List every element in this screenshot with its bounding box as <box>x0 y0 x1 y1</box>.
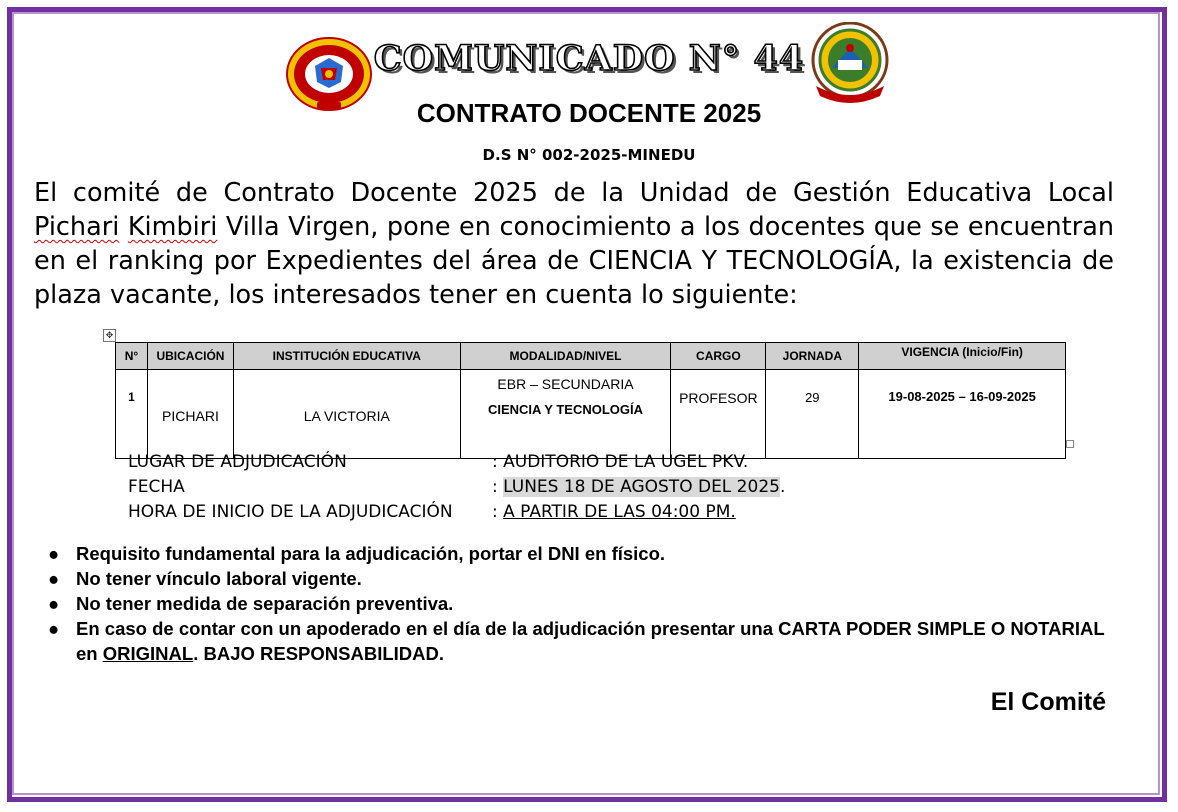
hora-time: A PARTIR DE LAS 04:00 PM. <box>503 502 736 522</box>
table-resize-handle[interactable] <box>1066 440 1074 448</box>
cell-cargo: PROFESOR <box>671 370 766 459</box>
cell-jornada: 29 <box>766 370 859 459</box>
fecha-date: LUNES 18 DE AGOSTO DEL 2025 <box>503 477 780 497</box>
table-row <box>116 370 1066 459</box>
list-item <box>46 566 1116 591</box>
fecha-colon: : <box>492 477 504 497</box>
requirement-text: No tener vínculo laboral vigente. <box>76 568 362 589</box>
col-header-jornada: JORNADA <box>766 343 859 370</box>
area-text: CIENCIA Y TECNOLOGÍA <box>487 402 644 417</box>
cell-modalidad <box>460 370 671 459</box>
col-header-vigencia: VIGENCIA (Inicio/Fin) <box>859 343 1066 370</box>
decree-reference: D.S N° 002-2025-MINEDU <box>482 146 696 164</box>
col-header-modalidad: MODALIDAD/NIVEL <box>460 343 671 370</box>
table-move-handle-icon[interactable]: ✥ <box>103 329 116 342</box>
col-header-institucion: INSTITUCIÓN EDUCATIVA <box>233 343 460 370</box>
fecha-end: . <box>779 477 786 497</box>
list-item <box>46 616 1116 666</box>
hora-colon: : <box>492 502 504 522</box>
lugar-label: LUGAR DE ADJUDICACIÓN <box>128 452 347 472</box>
bullet-icon: ● <box>48 618 60 639</box>
cell-ubicacion: PICHARI <box>147 370 233 459</box>
cell-institucion: LA VICTORIA <box>233 370 460 459</box>
cell-vigencia: 19-08-2025 – 16-09-2025 <box>859 370 1066 459</box>
intro-text <box>119 212 128 242</box>
col-header-ubicacion: UBICACIÓN <box>147 343 233 370</box>
col-header-n: N° <box>116 343 148 370</box>
vacancy-table <box>115 342 1066 459</box>
fecha-label: FECHA <box>128 477 185 497</box>
requirement-emphasis: ORIGINAL <box>102 643 194 664</box>
list-item <box>46 591 1116 616</box>
requirements-list <box>46 541 1116 666</box>
col-header-cargo: CARGO <box>671 343 766 370</box>
bullet-icon: ● <box>48 543 60 564</box>
cell-n: 1 <box>116 370 148 459</box>
requirement-text: Requisito fundamental para la adjudicación, portar el DNI en físico. <box>76 543 666 564</box>
adj-row-hora <box>128 502 888 527</box>
spellcheck-word: Kimbiri <box>127 212 218 242</box>
requirement-text: No tener medida de separación preventiva. <box>76 593 454 614</box>
table-header-row <box>116 343 1066 370</box>
intro-text: Villa Virgen, pone en conocimiento a los docentes que se encuentran en el ranking por Expedientes del área de CIENCIA Y TECNOLOGÍA, la existencia de plaza vacante, los interesados tener en cuenta lo siguiente: <box>34 212 1114 310</box>
hora-label: HORA DE INICIO DE LA ADJUDICACIÓN <box>128 502 453 522</box>
modalidad-text: EBR – SECUNDARIA <box>497 376 634 392</box>
intro-text: El comité de Contrato Docente 2025 de la Unidad de Gestión Educativa Local <box>34 178 1114 208</box>
bullet-icon: ● <box>48 593 60 614</box>
spellcheck-word: Pichari <box>34 212 120 242</box>
bullet-icon: ● <box>48 568 60 589</box>
adjudication-details <box>128 452 888 527</box>
lugar-value: : AUDITORIO DE LA UGEL PKV. <box>492 452 749 472</box>
requirement-text: En caso de contar con un apoderado en el día de la adjudicación presentar una CARTA PODER SIMPLE O NOTARIAL en <box>76 618 1105 664</box>
page-title: COMUNICADO N° 44 <box>373 38 805 79</box>
page-subtitle: CONTRATO DOCENTE 2025 <box>416 98 762 128</box>
signature: El Comité <box>990 688 1106 716</box>
fecha-value <box>492 477 785 497</box>
intro-paragraph <box>34 176 1114 312</box>
adj-row-fecha <box>128 477 888 502</box>
requirement-text: . BAJO RESPONSABILIDAD. <box>193 643 444 664</box>
adj-row-lugar <box>128 452 888 477</box>
hora-value <box>492 502 736 522</box>
list-item <box>46 541 1116 566</box>
